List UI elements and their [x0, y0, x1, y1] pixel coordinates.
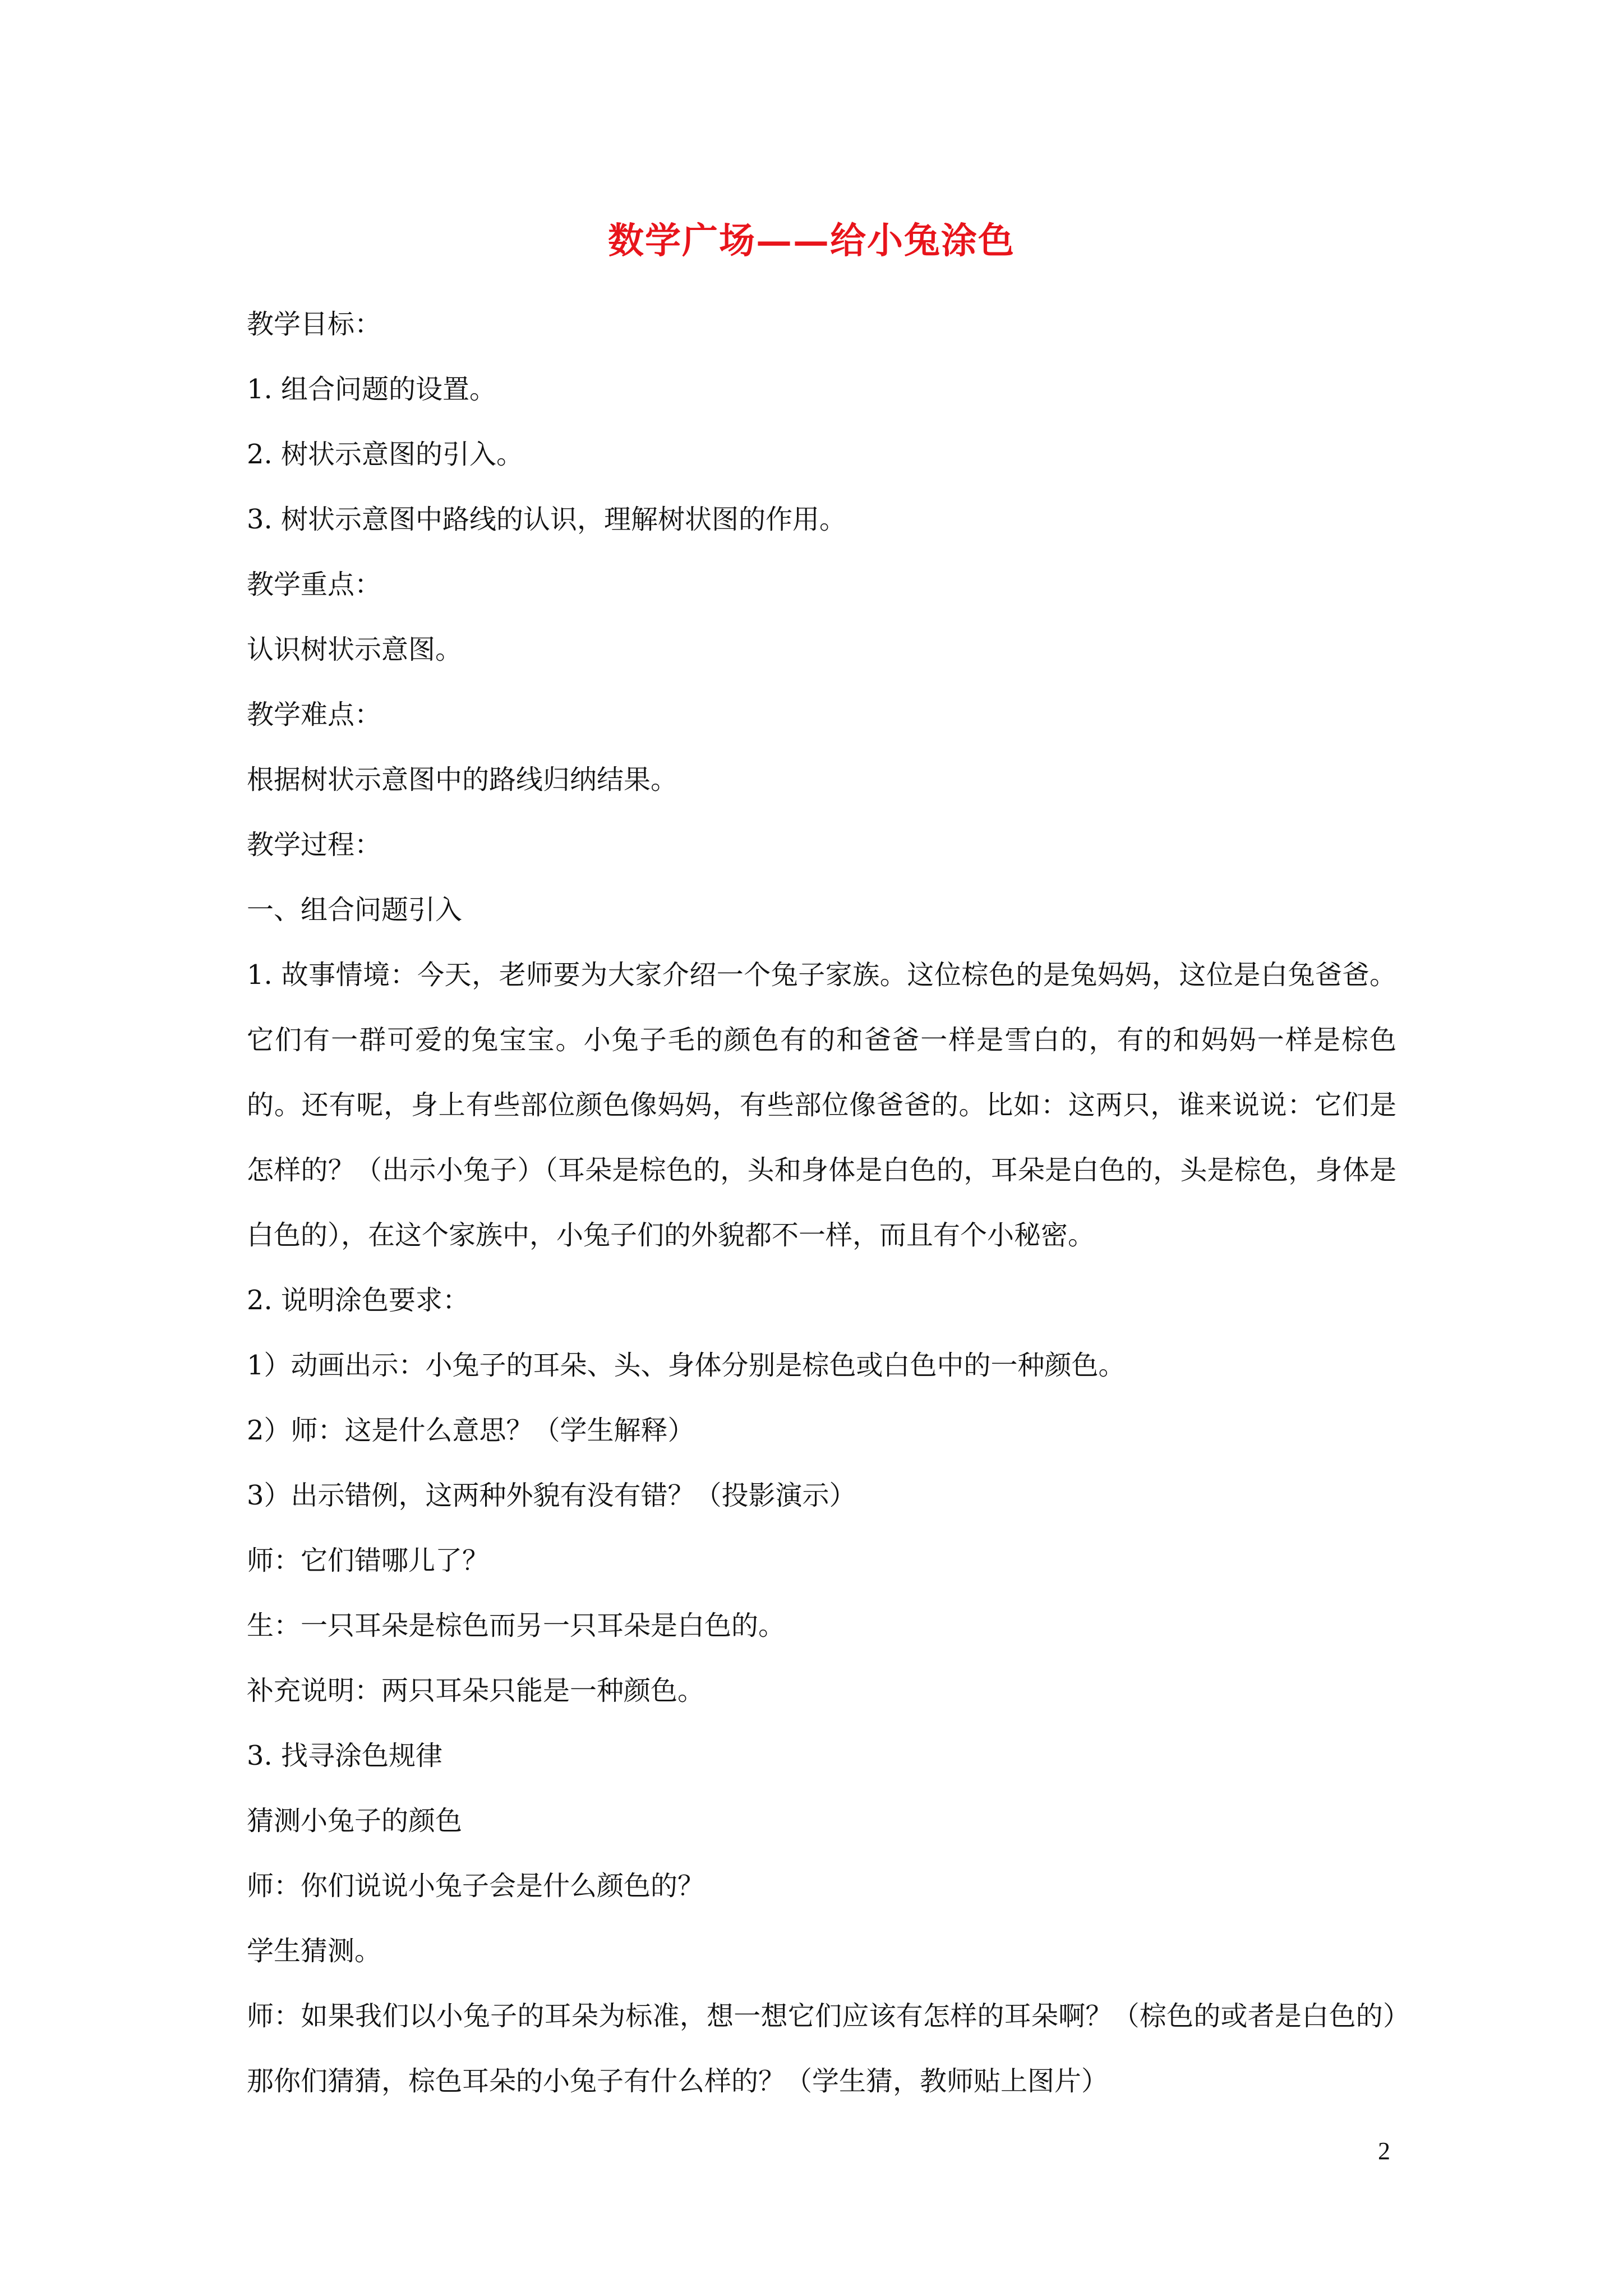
step-2-item-3: 3）出示错例，这两种外貌有没有错？（投影演示）	[247, 1480, 856, 1511]
step-2-item-2: 2）师：这是什么意思？（学生解释）	[247, 1415, 695, 1446]
difficulty-text: 根据树状示意图中的路线归纳结果。	[247, 764, 678, 795]
key-point-text: 认识树状示意图。	[247, 634, 463, 665]
step-2-item-1: 1）动画出示：小兔子的耳朵、头、身体分别是棕色或白色中的一种颜色。	[247, 1350, 1126, 1381]
objective-item-3: 3. 树状示意图中路线的认识，理解树状图的作用。	[247, 504, 847, 535]
document-title: 数学广场——给小兔涂色	[608, 220, 1015, 262]
supplement-note: 补充说明：两只耳朵只能是一种颜色。	[247, 1675, 705, 1706]
document-body	[247, 292, 1396, 2114]
section-heading-1: 一、组合问题引入	[247, 894, 463, 926]
heading-difficulties: 教学难点：	[247, 699, 382, 730]
teacher-line-3: 师：如果我们以小兔子的耳朵为标准，想一想它们应该有怎样的耳朵啊？（棕色的或者是白色的）那你们猜猜，棕色耳朵的小兔子有什么样的？（学生猜，教师贴上图片）	[247, 2000, 1396, 2097]
objective-item-1: 1. 组合问题的设置。	[247, 374, 497, 405]
student-line-1: 生：一只耳朵是棕色而另一只耳朵是白色的。	[247, 1610, 786, 1641]
heading-key-points: 教学重点：	[247, 569, 382, 600]
objective-item-2: 2. 树状示意图的引入。	[247, 439, 524, 470]
student-guess: 学生猜测。	[247, 1935, 382, 1967]
story-paragraph: 1. 故事情境：今天，老师要为大家介绍一个兔子家族。这位棕色的是兔妈妈，这位是白兔爸爸。它们有一群可爱的兔宝宝。小兔子毛的颜色有的和爸爸一样是雪白的，有的和妈妈一样是棕色的。还有呢，身上有些部位颜色像妈妈，有些部位像爸爸的。比如：这两只，谁来说说：它们是怎样的？（出示小兔子）（耳朵是棕色的，头和身体是白色的，耳朵是白色的，头是棕色，身体是白色的），在这个家族中，小兔子们的外貌都不一样，而且有个小秘密。	[247, 959, 1396, 1251]
guess-heading: 猜测小兔子的颜色	[247, 1805, 463, 1837]
page-number: 2	[1378, 2137, 1390, 2165]
teacher-line-1: 师：它们错哪儿了？	[247, 1545, 490, 1576]
heading-process: 教学过程：	[247, 829, 382, 861]
step-3-heading: 3. 找寻涂色规律	[247, 1740, 443, 1772]
step-2-heading: 2. 说明涂色要求：	[247, 1285, 470, 1316]
teacher-line-2: 师：你们说说小兔子会是什么颜色的？	[247, 1870, 705, 1902]
heading-objectives: 教学目标：	[247, 309, 382, 340]
